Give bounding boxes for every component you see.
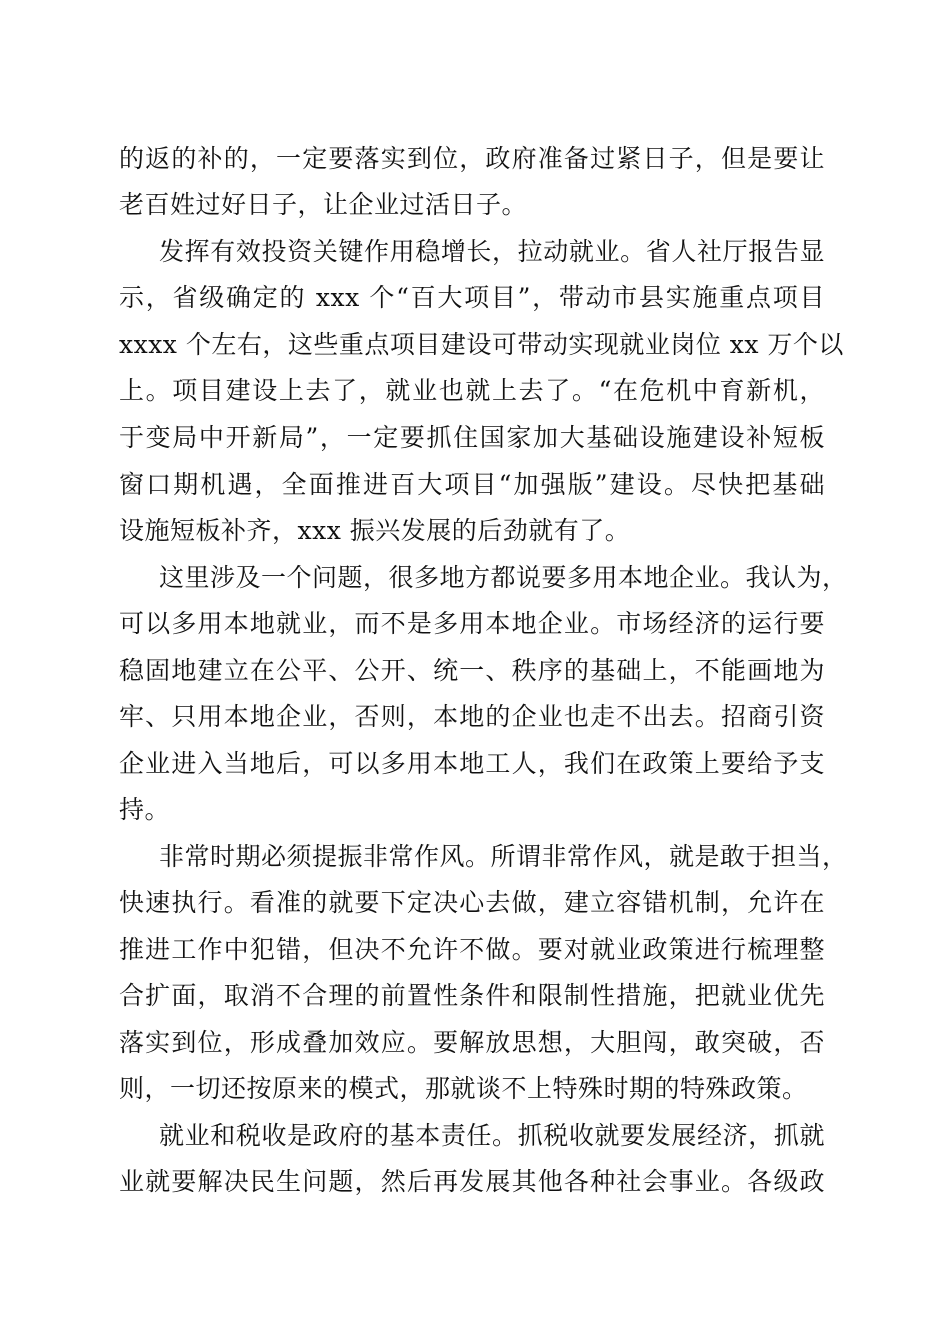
text-line: 发挥有效投资关键作用稳增长，拉动就业。省人社厅报告显 <box>159 237 825 266</box>
text-line: 企业进入当地后，可以多用本地工人，我们在政策上要给予支 <box>119 749 825 778</box>
text-line: 落实到位，形成叠加效应。要解放思想，大胆闯，敢突破，否 <box>119 1028 825 1057</box>
text-line: 上。项目建设上去了，就业也就上去了。“在危机中育新机， <box>119 376 825 405</box>
text-line: 牢、只用本地企业，否则，本地的企业也走不出去。招商引资 <box>119 702 825 731</box>
text-line: 快速执行。看准的就要下定决心去做，建立容错机制，允许在 <box>119 888 825 917</box>
text-line: 设施短板补齐，xxx 振兴发展的后劲就有了。 <box>119 516 631 545</box>
text-line: 示，省级确定的 xxx 个“百大项目”，带动市县实施重点项目 <box>119 283 825 312</box>
text-line: 持。 <box>119 795 171 824</box>
text-line: 合扩面，取消不合理的前置性条件和限制性措施，把就业优先 <box>119 981 825 1010</box>
text-line: 非常时期必须提振非常作风。所谓非常作风，就是敢于担当， <box>159 842 848 871</box>
text-line: 就业和税收是政府的基本责任。抓税收就要发展经济，抓就 <box>159 1121 825 1150</box>
text-line: 于变局中开新局”，一定要抓住国家加大基础设施建设补短板 <box>119 423 825 452</box>
text-line: 稳固地建立在公平、公开、统一、秩序的基础上，不能画地为 <box>119 656 825 685</box>
text-line: 窗口期机遇，全面推进百大项目“加强版”建设。尽快把基础 <box>119 470 825 499</box>
text-line: 可以多用本地就业，而不是多用本地企业。市场经济的运行要 <box>119 609 825 638</box>
text-line: 的返的补的，一定要落实到位，政府准备过紧日子，但是要让 <box>119 144 825 173</box>
text-line: 老百姓过好日子，让企业过活日子。 <box>119 190 528 219</box>
text-line: xxxx 个左右，这些重点项目建设可带动实现就业岗位 xx 万个以 <box>119 330 844 359</box>
text-line: 则，一切还按原来的模式，那就谈不上特殊时期的特殊政策。 <box>119 1074 808 1103</box>
text-line: 业就要解决民生问题，然后再发展其他各种社会事业。各级政 <box>119 1167 825 1196</box>
text-line: 这里涉及一个问题，很多地方都说要多用本地企业。我认为， <box>159 563 848 592</box>
text-line: 推进工作中犯错，但决不允许不做。要对就业政策进行梳理整 <box>119 935 825 964</box>
